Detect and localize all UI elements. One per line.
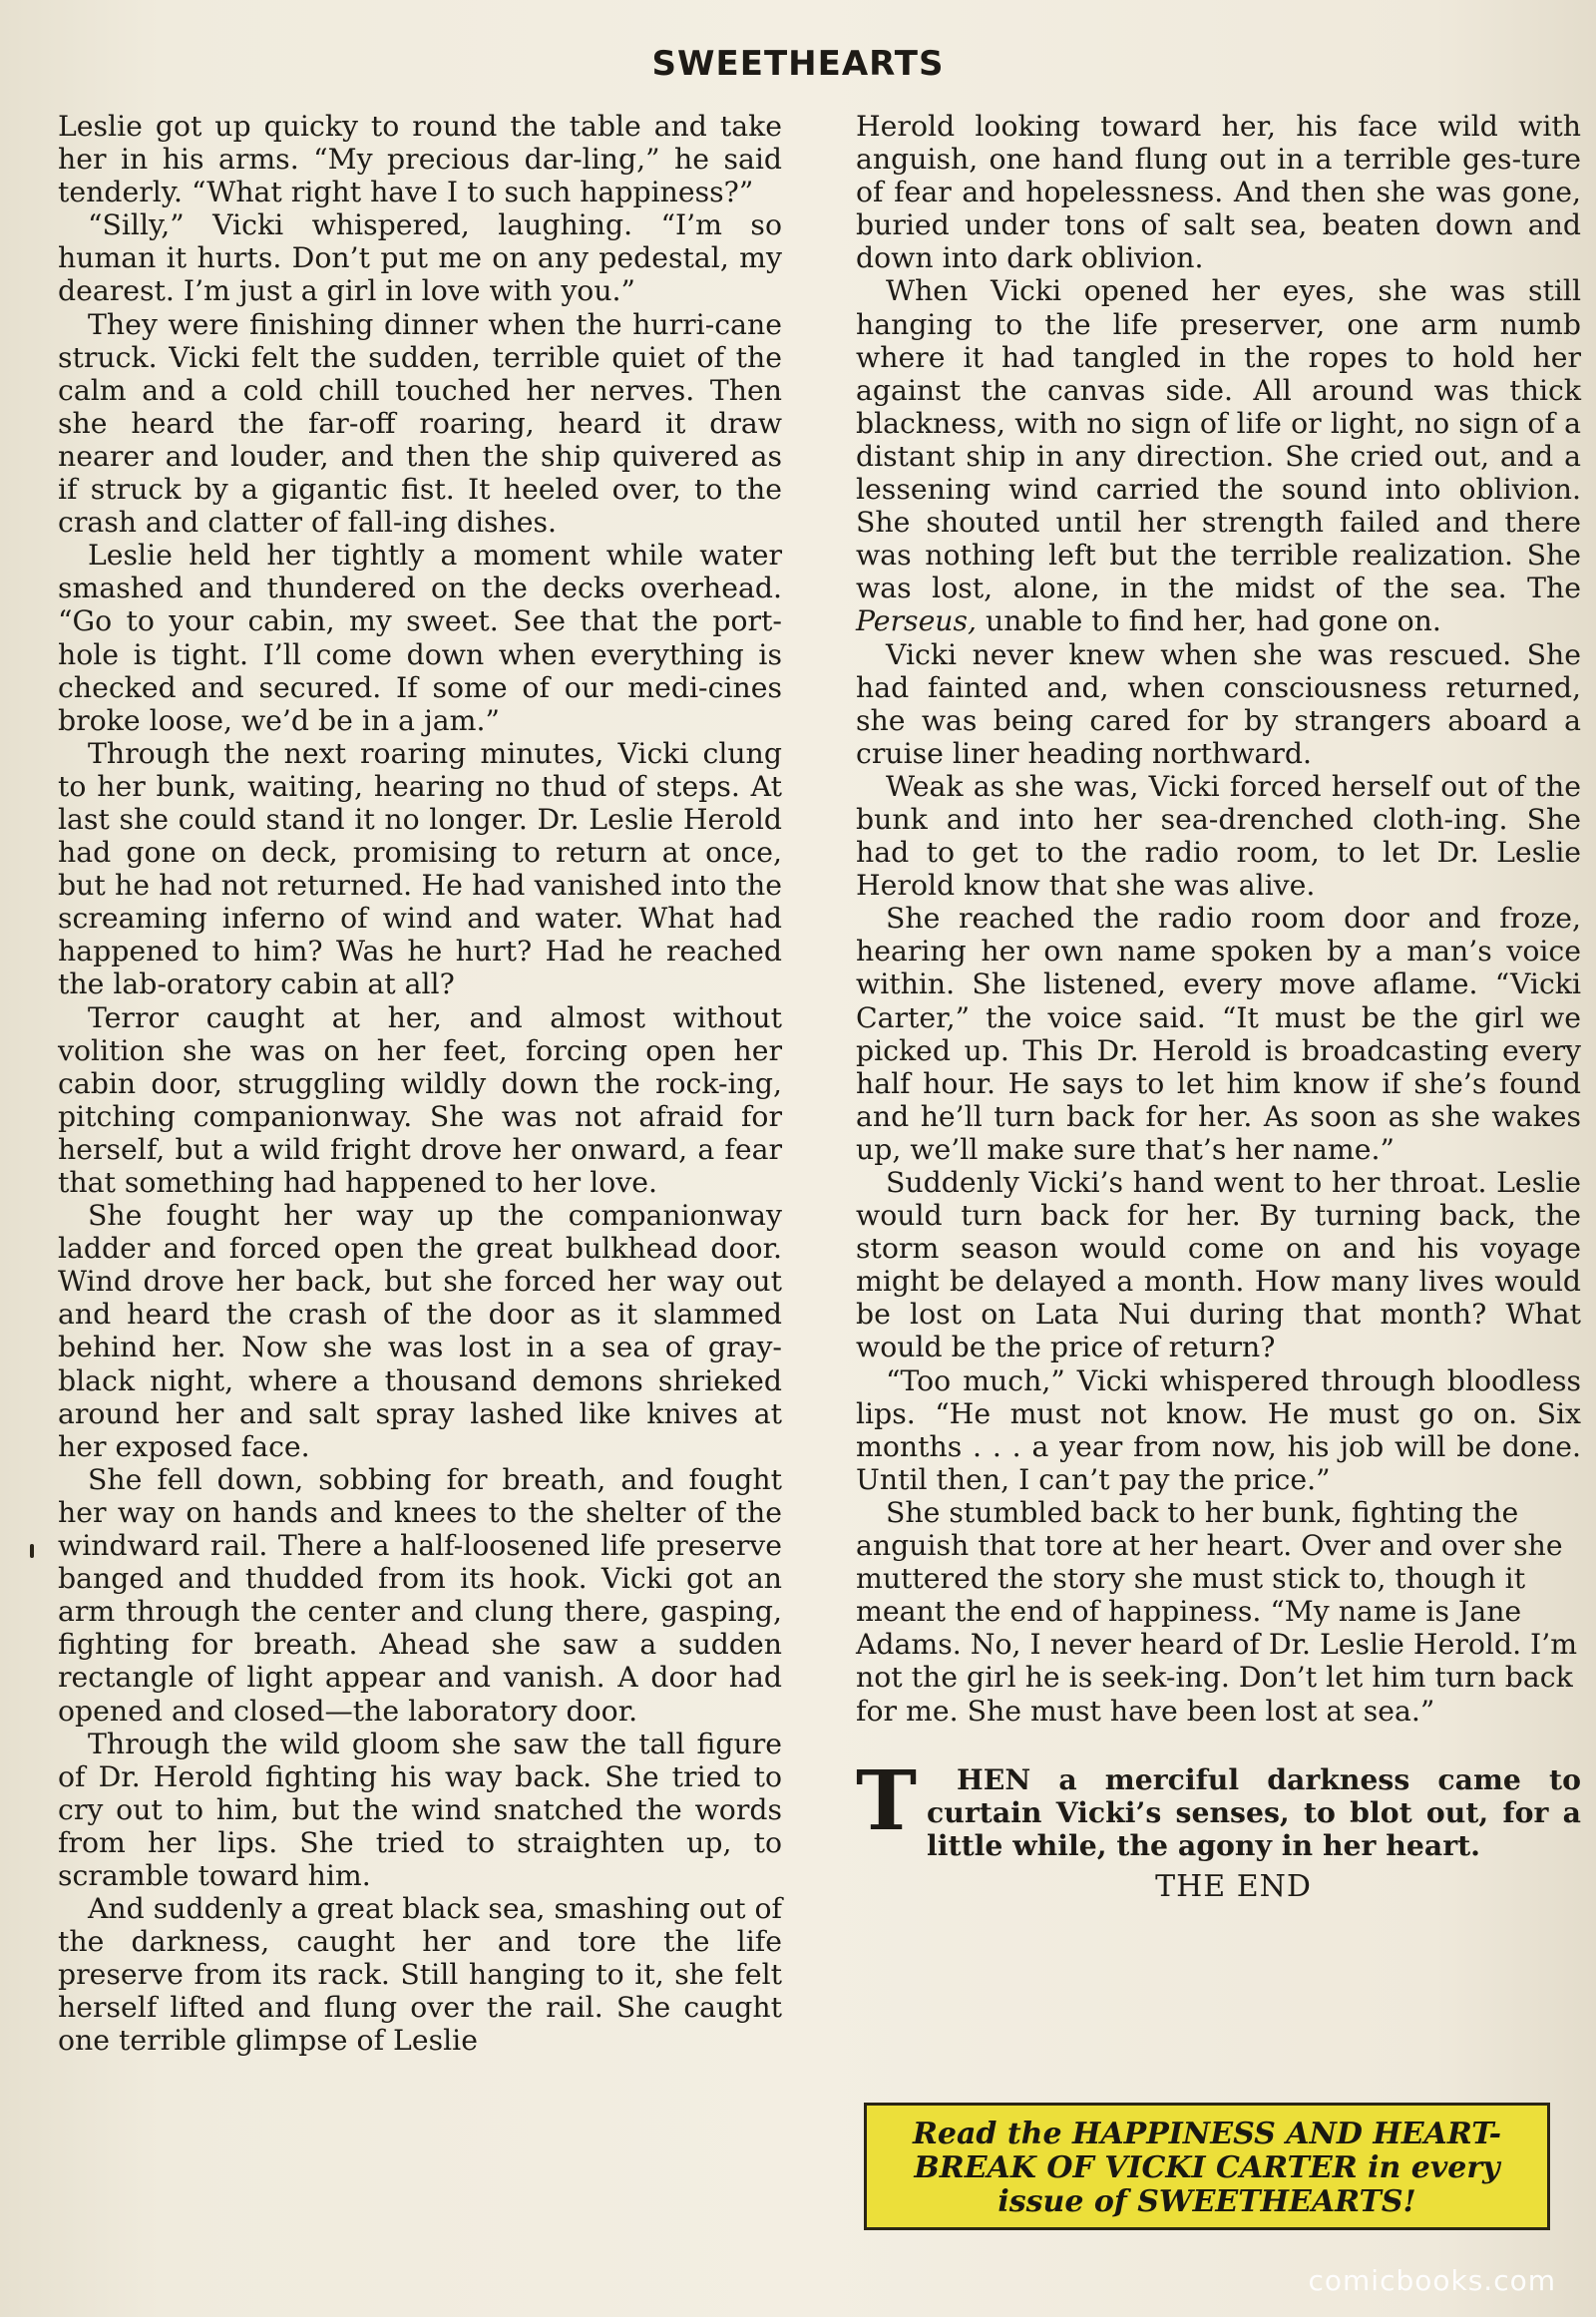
paragraph: Suddenly Vicki’s hand went to her throat. Leslie would turn back for her. By turning back, the storm season would come on and his voyage might be delayed a month. How many lives would be lost on Lata Nui during that month? What would be the price of return? xyxy=(856,1166,1581,1364)
paragraph: Through the next roaring minutes, Vicki clung to her bunk, waiting, hearing no thud of steps. At last she could stand it no longer. Dr. Leslie Herold had gone on deck, promising to return at once, but he had not returned. He had vanished into the screaming inferno of wind and water. What had happened to him? Was he hurt? Had he reached the lab-oratory cabin at all? xyxy=(58,736,782,1001)
paragraph: Terror caught at her, and almost without volition she was on her feet, forcing open her cabin door, struggling wildly down the rock-ing, pitching companionway. She was not afraid for herself, but a wild fright drove her onward, a fear that something had happened to her love. xyxy=(58,1000,782,1199)
paragraph: Vicki never knew when she was rescued. She had fainted and, when consciousness returned, she was being cared for by strangers aboard a cruise liner heading northward. xyxy=(856,637,1581,770)
ending-block xyxy=(856,1752,1581,1904)
drop-cap: T xyxy=(856,1752,918,1849)
page-title: SWEETHEARTS xyxy=(651,44,945,84)
paragraph: Leslie held her tightly a moment while water smashed and thundered on the decks overhead. “Go to your cabin, my sweet. See that the port-hole is tight. I’ll come down when everything is checked and secured. If some of our medi-cines broke loose, we’d be in a jam.” xyxy=(58,539,782,737)
paragraph: And suddenly a great black sea, smashing out of the darkness, caught her and tore the life preserve from its rack. Still hanging to it, she felt herself lifted and flung over the rail. She caught one terrible glimpse of Leslie xyxy=(58,1892,782,2058)
paragraph: She fought her way up the companionway ladder and forced open the great bulkhead door. Wind drove her back, but she forced her way out and heard the crash of the door as it slammed behind her. Now she was lost in a sea of gray-black night, where a thousand demons shrieked around her and salt spray lashed like knives at her exposed face. xyxy=(58,1199,782,1463)
paragraph-text: unable to find her, had gone on. xyxy=(977,604,1441,638)
paragraph: She fell down, sobbing for breath, and fought her way on hands and knees to the shelter of the windward rail. There a half-loosened life preserve banged and thudded from its hook. Vicki got an arm through the center and clung there, gasping, fighting for breath. Ahead she saw a sudden rectangle of light appear and vanish. A door had opened and closed—the laboratory door. xyxy=(58,1462,782,1728)
paragraph: “Too much,” Vicki whispered through bloodless lips. “He must not know. He must go on. Six months . . . a year from now, his job will be done. Until then, I can’t pay the price.” xyxy=(856,1363,1581,1496)
ship-name: Perseus, xyxy=(856,604,978,638)
right-column xyxy=(856,110,1581,1903)
paragraph xyxy=(856,274,1581,637)
paragraph: Through the wild gloom she saw the tall figure of Dr. Herold fighting his way back. She tried to cry out to him, but the wind snatched the words from her lips. She tried to straighten up, to scramble toward him. xyxy=(58,1727,782,1892)
site-watermark: comicbooks.com xyxy=(1308,2264,1556,2297)
paragraph-text: When Vicki opened her eyes, she was still hanging to the life preserver, one arm numb where it had tangled in the ropes to hold her against the canvas side. All around was thick blackness, with no sign of life or light, no sign of a distant ship in any direction. She cried out, and a lessening wind carried the sound into oblivion. She shouted until her strength failed and there was nothing left but the terrible realization. She was lost, alone, in the midst of the sea. The xyxy=(856,274,1581,605)
paragraph: They were finishing dinner when the hurri-cane struck. Vicki felt the sudden, terrible quiet of the calm and a cold chill touched her nerves. Then she heard the far-off roaring, heard it draw nearer and louder, and then the ship quivered as if struck by a gigantic fist. It heeled over, to the crash and clatter of fall-ing dishes. xyxy=(58,307,782,540)
paragraph: “Silly,” Vicki whispered, laughing. “I’m so human it hurts. Don’t put me on any pedestal, my dearest. I’m just a girl in love with you.” xyxy=(58,208,782,308)
ending-paragraph: HEN a merciful darkness came to curtain Vicki’s senses, to blot out, for a little while, the agony in her heart. xyxy=(927,1761,1581,1862)
ink-mark xyxy=(30,1544,34,1558)
the-end-label: THE END xyxy=(1155,1868,1312,1904)
paragraph: She stumbled back to her bunk, fighting the anguish that tore at her heart. Over and over she muttered the story she must stick to, though it meant the end of happiness. “My name is Jane Adams. No, I never heard of Dr. Leslie Herold. I’m not the girl he is seek-ing. Don’t let him turn back for me. She must have been lost at sea.” xyxy=(856,1495,1578,1728)
paragraph: Leslie got up quicky to round the table and take her in his arms. “My precious dar-ling,” he said tenderly. “What right have I to such happiness?” xyxy=(58,110,782,209)
left-column xyxy=(58,110,782,2058)
paragraph: Herold looking toward her, his face wild with anguish, one hand flung out in a terrible ges-ture of fear and hopelessness. And then she was gone, buried under tons of salt sea, beaten down and down into dark oblivion. xyxy=(856,110,1581,275)
paragraph: She reached the radio room door and froze, hearing her own name spoken by a man’s voice within. She listened, every move aflame. “Vicki Carter,” the voice said. “It must be the girl we picked up. This Dr. Herold is broadcasting every half hour. He says to let him know if she’s found and he’ll turn back for her. As soon as she wakes up, we’ll make sure that’s her name.” xyxy=(856,902,1581,1166)
paragraph: Weak as she was, Vicki forced herself out of the bunk and into her sea-drenched cloth-ing. She had to get to the radio room, to let Dr. Leslie Herold know that she was alive. xyxy=(856,769,1581,903)
promo-box: Read the HAPPINESS AND HEART-BREAK OF VICKI CARTER in every issue of SWEETHEARTS! xyxy=(864,2103,1550,2230)
